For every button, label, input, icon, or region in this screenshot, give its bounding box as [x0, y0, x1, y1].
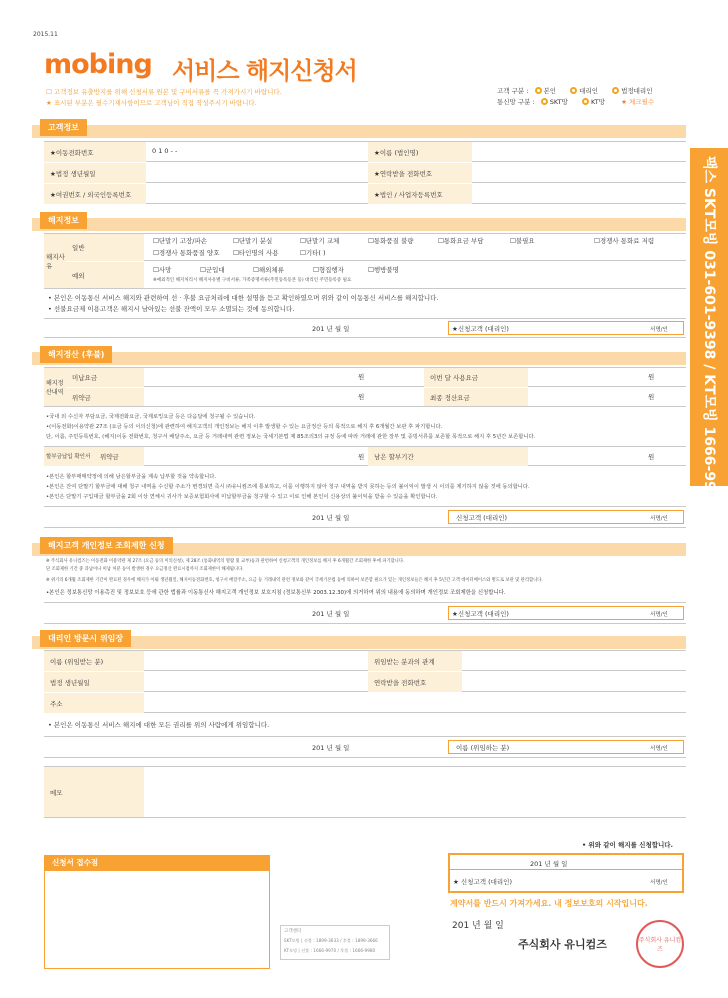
agent-delegate: 이름 (위임하는 분) [456, 744, 510, 752]
privacy-date-line: 201 년 월 일 [312, 610, 350, 618]
section-cancel-title: 해지정보 [40, 212, 87, 229]
this-month-won: 원 [648, 373, 655, 381]
final-won: 원 [648, 393, 655, 401]
final-applicant: ★ 신청고객 (대리인) [453, 878, 512, 886]
install-label: 할부금납입 확인서 [44, 447, 94, 466]
settle-applicant: 신청고객 (대리인) [456, 514, 508, 522]
settle-date-line: 201 년 월 일 [312, 514, 350, 522]
opt-missing[interactable]: ☐행방불명 [368, 266, 399, 274]
section-agent-title: 대리인 방문시 위임장 [40, 630, 131, 647]
penalty-label: 위약금 [66, 388, 144, 406]
opt-cheaper[interactable]: ☐경쟁사 통화료 저렴 [594, 237, 655, 245]
phone-label: ★이동전화번호 [44, 142, 146, 162]
agent-agree: • 본인은 이동통신 서비스 해지에 대한 모든 권리를 위의 사람에게 위임합니다. [48, 721, 270, 729]
privacy-note-1b: 단 조회제한 기간 중 과납이나 미납 처분 등이 발생한 경우 요금정산 완료시점까지 조회제한이 해제됩니다. [46, 567, 244, 572]
radio-icon[interactable] [535, 87, 542, 94]
this-month-label: 이번 달 사용요금 [424, 368, 528, 387]
footer-slogan: 계약서를 반드시 가져가세요. 내 정보보호의 시작입니다. [450, 899, 648, 908]
fax-number-text: 팩스 SKT모빙 031-601-9398 / KT모빙 1666-9919 [701, 156, 717, 511]
opt-prison[interactable]: ☐형집행자 [313, 266, 344, 274]
opt-other[interactable]: ☐기타( ) [300, 249, 326, 257]
opt-military[interactable]: ☐군입대 [200, 266, 225, 274]
required-note: ★ 체크필수 [621, 98, 655, 106]
final-sign: 서명/인 [650, 880, 668, 886]
memo-label: 메모 [44, 767, 144, 817]
cancel-date-line: 201 년 월 일 [312, 325, 350, 333]
form-date: 2015.11 [33, 31, 58, 38]
section-bar [32, 218, 686, 231]
cancel-agree-2: • 선불요금제 이용고객은 해지시 남아있는 선불 잔액이 모두 소멸되는 것에 동의합니다. [48, 305, 295, 313]
install-note-2: •본인은 잔여 단말기 할부금에 대해 청구 내역을 수신할 주소가 변경되면 즉시 ㈜유니컴즈에 통보하고, 이를 이행하지 않아 청구 내역을 받지 못하는 등의 불이익이 발생 시 이의를 제기하지 않을 것에 동의합니다. [46, 484, 530, 490]
cancel-agree-1: • 본인은 이동통신 서비스 해지와 관련하여 선 · 후불 요금처리에 대한 설명을 듣고 확인하였으며 위와 같이 이동통신 서비스를 해지합니다. [48, 294, 439, 302]
birth-label: ★법정 생년월일 [44, 163, 146, 183]
agent-date-line: 201 년 월 일 [312, 744, 350, 752]
name-label: ★이름 (법인명) [368, 142, 472, 162]
penalty-won: 원 [358, 393, 365, 401]
exception-label: 예외 [66, 262, 144, 288]
settle-detail-label: 해지정산내역 [44, 368, 66, 406]
call-center-title: 고객센터 [284, 929, 302, 934]
page-title: 서비스 해지신청서 [172, 57, 357, 85]
opt-cost[interactable]: ☐통화요금 부담 [438, 237, 484, 245]
footer-confirm: • 위와 같이 해지를 신청합니다. [582, 841, 674, 849]
customer-type-label: 고객 구분 : [497, 87, 529, 95]
install-note-3: •본인은 단말기 구입대금 할부금을 2회 이상 연체시 귀사가 보증보험회사에 미납할부금을 청구할 수 있고 이로 인해 본인이 신용상의 불이익을 받을 수 있음을 확인합니다. [46, 494, 438, 500]
unpaid-won: 원 [358, 373, 365, 381]
opt-other-name[interactable]: ☐타인명의 사용 [233, 249, 279, 257]
radio-icon[interactable] [612, 87, 619, 94]
cancel-applicant: ★신청고객 (대리인) [452, 325, 509, 333]
settle-note-1: •국내 외 수신자 부담요금, 국제전화요금, 국제로밍요금 등은 다음달에 청구될 수 있습니다. [46, 414, 256, 420]
agent-sign: 서명/인 [650, 746, 668, 752]
opt-unneeded[interactable]: ☐불필요 [510, 237, 535, 245]
opt-better-quality[interactable]: ☐경쟁사 통화품질 양호 [153, 249, 220, 257]
phone-value[interactable]: 0 1 0 - - [152, 147, 178, 155]
privacy-note-2: ※ 위기의 6개월 조회제한 기간이 완료된 경우에 해지가 이뤄 생년월일, 해지이동전화번호, 청구서 배달주소, 요금 등 거래내역 관련 정보와 같이 국세기본법 등에 의하여 보존할 필요가 있는 개인정보들은 해지 후 5년간 고객 데이터베이스와 별도로 보관 및 관리합니다. [46, 578, 543, 583]
privacy-applicant: ★신청고객 (대리인) [452, 610, 509, 618]
contact-label: ★연락받을 전화번호 [368, 163, 472, 183]
radio-agent[interactable]: 대리인 [579, 87, 599, 95]
opt-lost[interactable]: ☐단말기 분실 [233, 237, 273, 245]
section-receipt-title: 신청서 접수점 [44, 855, 270, 871]
header-note-1: ☐ 고객정보 유출방지를 위해 신청서류 원본 및 구비서류를 꼭 가져가시기 바랍니다. [46, 88, 282, 96]
call-center-skt: SKT모빙 | 선불 : 1899-3633 / 후불 : 1899-3666 [284, 938, 378, 943]
remaining-won: 원 [648, 453, 655, 461]
mobing-logo: mobing [44, 49, 152, 80]
settle-note-2: •(이동전화)이용약관 27조 (요금 등의 이의신청)에 관련하여 해지고객의 개인정보는 해지 이후 발생할 수 있는 요금정산 등의 목적으로 해지 후 6개월간 보관 후 파기합니다. [46, 424, 443, 430]
call-center-kt: KT모빙 | 선불 : 1666-9970 / 후불 : 1666-9980 [284, 948, 376, 953]
carrier-type-label: 통신망 구분 : [497, 98, 535, 106]
id-label: ★여권번호 / 외국인등록번호 [44, 184, 146, 204]
privacy-note-1: ※ 주식회사 유니컴즈는 이동전화 이용약관 제 27조 (요금 등의 이의신청), 제 28조 (통화내역의 열람 및 교부)등과 관련하여 신청고객의 개인정보를 해지 후 6개월간 조회제한 후에 파기합니다. [46, 559, 405, 564]
radio-kt[interactable]: KT망 [591, 98, 606, 106]
section-bar [32, 352, 686, 365]
agent-birth-label: 법정 생년월일 [44, 672, 144, 692]
final-date-line: 201 년 월 일 [530, 860, 568, 868]
footer-sign-date: 201 년 월 일 [452, 921, 504, 931]
section-privacy-title: 해지고객 개인정보 조회제한 신청 [40, 537, 173, 554]
privacy-sign: 서명/인 [650, 612, 668, 618]
radio-icon[interactable] [570, 87, 577, 94]
section-customer-title: 고객정보 [40, 119, 87, 136]
settle-sign: 서명/인 [650, 516, 668, 522]
header-note-2: ★ 표시된 부분은 필수기재사항이므로 고객님이 직접 작성주시기 바랍니다. [46, 99, 257, 107]
unpaid-label: 미납요금 [66, 368, 144, 387]
section-settle-title: 해지정산 (후불) [40, 346, 112, 363]
settle-note-3: 단, 이름, 주민등록번호, (해지)이동 전화번호, 청구서 배달주소, 요금 등 거래내역 관련 정보는 국세기본법 제 85조의3의 규정 등에 따라 거래에 관한 장부 및 증빙서류를 보존할 목적으로 해지 후 5년간 보존합니다. [46, 434, 536, 440]
radio-group [497, 86, 654, 108]
radio-skt[interactable]: SKT망 [549, 98, 568, 106]
install-penalty-label: 위약금 [94, 447, 144, 466]
agent-name-label: 이름 (위임받는 분) [44, 651, 144, 671]
radio-self[interactable]: 본인 [543, 87, 557, 95]
company-seal-icon: 주식회사 유니컴즈 [636, 920, 684, 968]
opt-quality[interactable]: ☐통화품질 불량 [368, 237, 414, 245]
install-note-1: •본인은 할부매매약정에 의해 남은할부금을 계속 납부할 것을 약속합니다. [46, 474, 217, 480]
opt-replace[interactable]: ☐단말기 교체 [300, 237, 340, 245]
company-name: 주식회사 유니컴즈 [518, 938, 607, 951]
opt-death[interactable]: ☐사망 [153, 266, 172, 274]
agent-relation-label: 위임받는 분과의 관계 [368, 651, 462, 671]
radio-icon[interactable] [541, 98, 548, 105]
section-bar [32, 125, 686, 138]
agent-address-label: 주소 [44, 693, 144, 713]
radio-legal-agent[interactable]: 법정대리인 [621, 87, 653, 95]
final-label: 최종 정산요금 [424, 388, 528, 406]
general-label: 일반 [66, 234, 144, 261]
radio-icon[interactable] [582, 98, 589, 105]
exception-note: ※예외적인 해지처리시 해지사유별 구비서류, 가족증명서류(주민등록등본 등) 대리인 주민등록증 필요 [153, 278, 352, 283]
cancel-reason-label: 해지사유 [44, 234, 66, 288]
remaining-label: 남은 할부기간 [368, 447, 528, 466]
agent-contact-label: 연락받을 전화번호 [368, 672, 462, 692]
corp-label: ★법인 / 사업자등록번호 [368, 184, 472, 204]
opt-broken[interactable]: ☐단말기 고장/파손 [153, 237, 208, 245]
install-won: 원 [358, 453, 365, 461]
privacy-agree: •본인은 정보통신망 이용촉진 및 정보보호 등에 관한 법률과 이동통신사 해지고객 개인정보 보호지침 (정보통신부 2003.12.30)에 의거하여 위의 내용에 동의하며 개인정보 조회제한을 신청합니다. [46, 590, 506, 596]
receipt-box[interactable] [44, 855, 270, 969]
opt-abroad[interactable]: ☐해외체류 [253, 266, 284, 274]
cancel-sign: 서명/인 [650, 327, 668, 333]
